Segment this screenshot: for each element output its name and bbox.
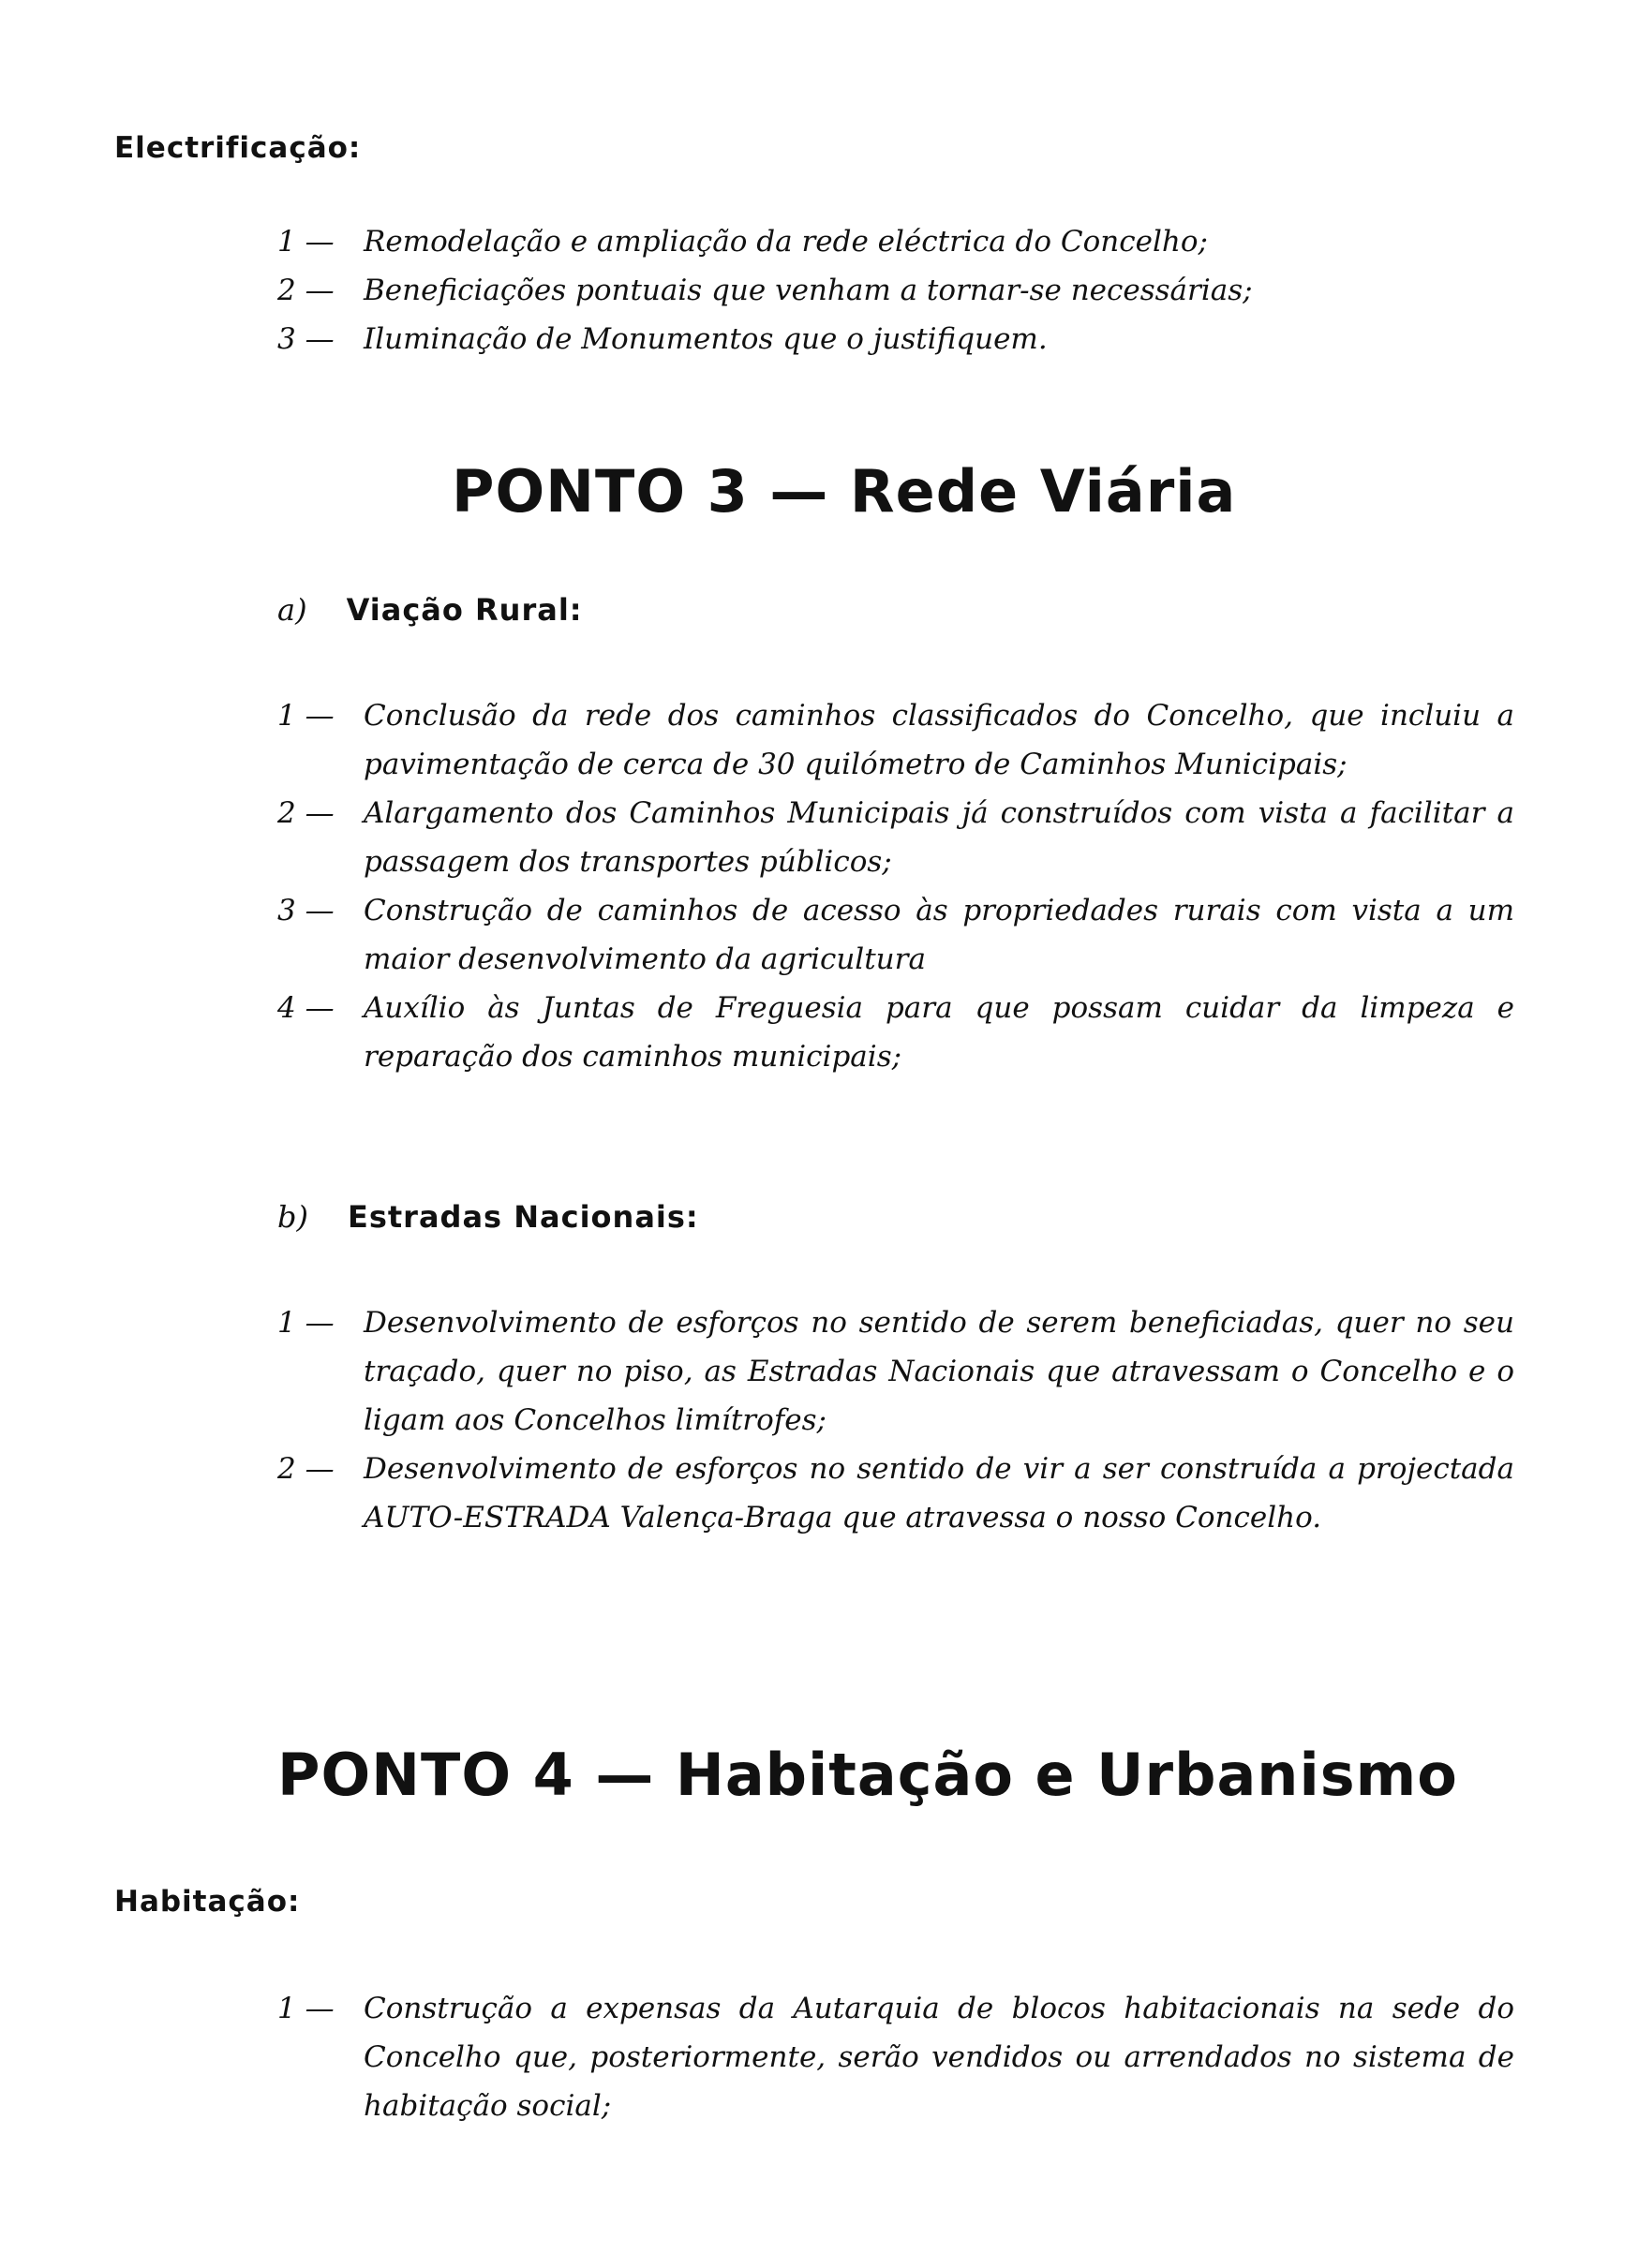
item-number: 3 — xyxy=(277,894,335,927)
item-text: Construção de caminhos de acesso às propriedades rurais com vista a um maior desenvolvimento da agricultura xyxy=(364,894,1514,976)
item-text: Iluminação de Monumentos que o justifiquem. xyxy=(364,322,1048,356)
estradas-nacionais-list xyxy=(277,1298,1514,1542)
item-text: Desenvolvimento de esforços no sentido de serem beneficiadas, quer no seu traçado, quer no piso, as Estradas Nacionais que atravessam o Concelho e o ligam aos Concelhos limítrofes; xyxy=(364,1306,1514,1437)
section-heading-electrificacao: Electrificação: xyxy=(114,131,362,165)
list-item xyxy=(277,1984,1514,2130)
viacao-rural-list xyxy=(277,691,1514,1081)
item-text: Alargamento dos Caminhos Municipais já construídos com vista a facilitar a passagem dos transportes públicos; xyxy=(364,796,1514,879)
list-item xyxy=(277,789,1514,886)
subsection-viacao-rural xyxy=(277,592,583,628)
subsection-letter: b) xyxy=(277,1199,308,1235)
ponto-4-title-text: PONTO 4 — Habitação e Urbanismo xyxy=(277,1741,1458,1809)
electrificacao-list xyxy=(277,217,1514,363)
subsection-label: Estradas Nacionais: xyxy=(347,1199,699,1235)
ponto-3-title-text: PONTO 3 — Rede Viária xyxy=(452,457,1237,526)
item-number: 2 — xyxy=(277,1452,335,1486)
item-number: 4 — xyxy=(277,991,335,1025)
item-number: 1 — xyxy=(277,699,335,733)
item-number: 3 — xyxy=(277,322,335,356)
item-number: 2 — xyxy=(277,274,335,307)
item-text: Auxílio às Juntas de Freguesia para que possam cuidar da limpeza e reparação dos caminhos municipais; xyxy=(364,991,1514,1074)
item-number: 2 — xyxy=(277,796,335,830)
item-number: 1 — xyxy=(277,1306,335,1340)
subsection-estradas-nacionais xyxy=(277,1199,699,1235)
item-text: Construção a expensas da Autarquia de blocos habitacionais na sede do Concelho que, posteriormente, serão vendidos ou arrendados no sistema de habitação social; xyxy=(364,1992,1514,2123)
list-item xyxy=(277,984,1514,1081)
item-text: Remodelação e ampliação da rede eléctrica do Concelho; xyxy=(364,225,1208,259)
list-item xyxy=(277,886,1514,984)
ponto-4-title xyxy=(277,1741,1458,1809)
section-heading-habitacao: Habitação: xyxy=(114,1885,301,1919)
list-item xyxy=(277,217,1514,266)
item-number: 1 — xyxy=(277,225,335,259)
list-item xyxy=(277,1445,1514,1542)
item-text: Beneficiações pontuais que venham a tornar-se necessárias; xyxy=(364,274,1253,307)
list-item xyxy=(277,315,1514,363)
subsection-letter: a) xyxy=(277,592,307,628)
ponto-3-title xyxy=(452,457,1236,526)
subsection-label: Viação Rural: xyxy=(346,592,583,628)
item-text: Desenvolvimento de esforços no sentido de vir a ser construída a projectada AUTO-ESTRADA Valença-Braga que atravessa o nosso Concelho. xyxy=(364,1452,1514,1534)
habitacao-list xyxy=(277,1984,1514,2130)
list-item xyxy=(277,266,1514,315)
list-item xyxy=(277,1298,1514,1445)
item-number: 1 — xyxy=(277,1992,335,2025)
list-item xyxy=(277,691,1514,789)
item-text: Conclusão da rede dos caminhos classificados do Concelho, que incluiu a pavimentação de cerca de 30 quilómetro de Caminhos Municipais; xyxy=(364,699,1514,781)
